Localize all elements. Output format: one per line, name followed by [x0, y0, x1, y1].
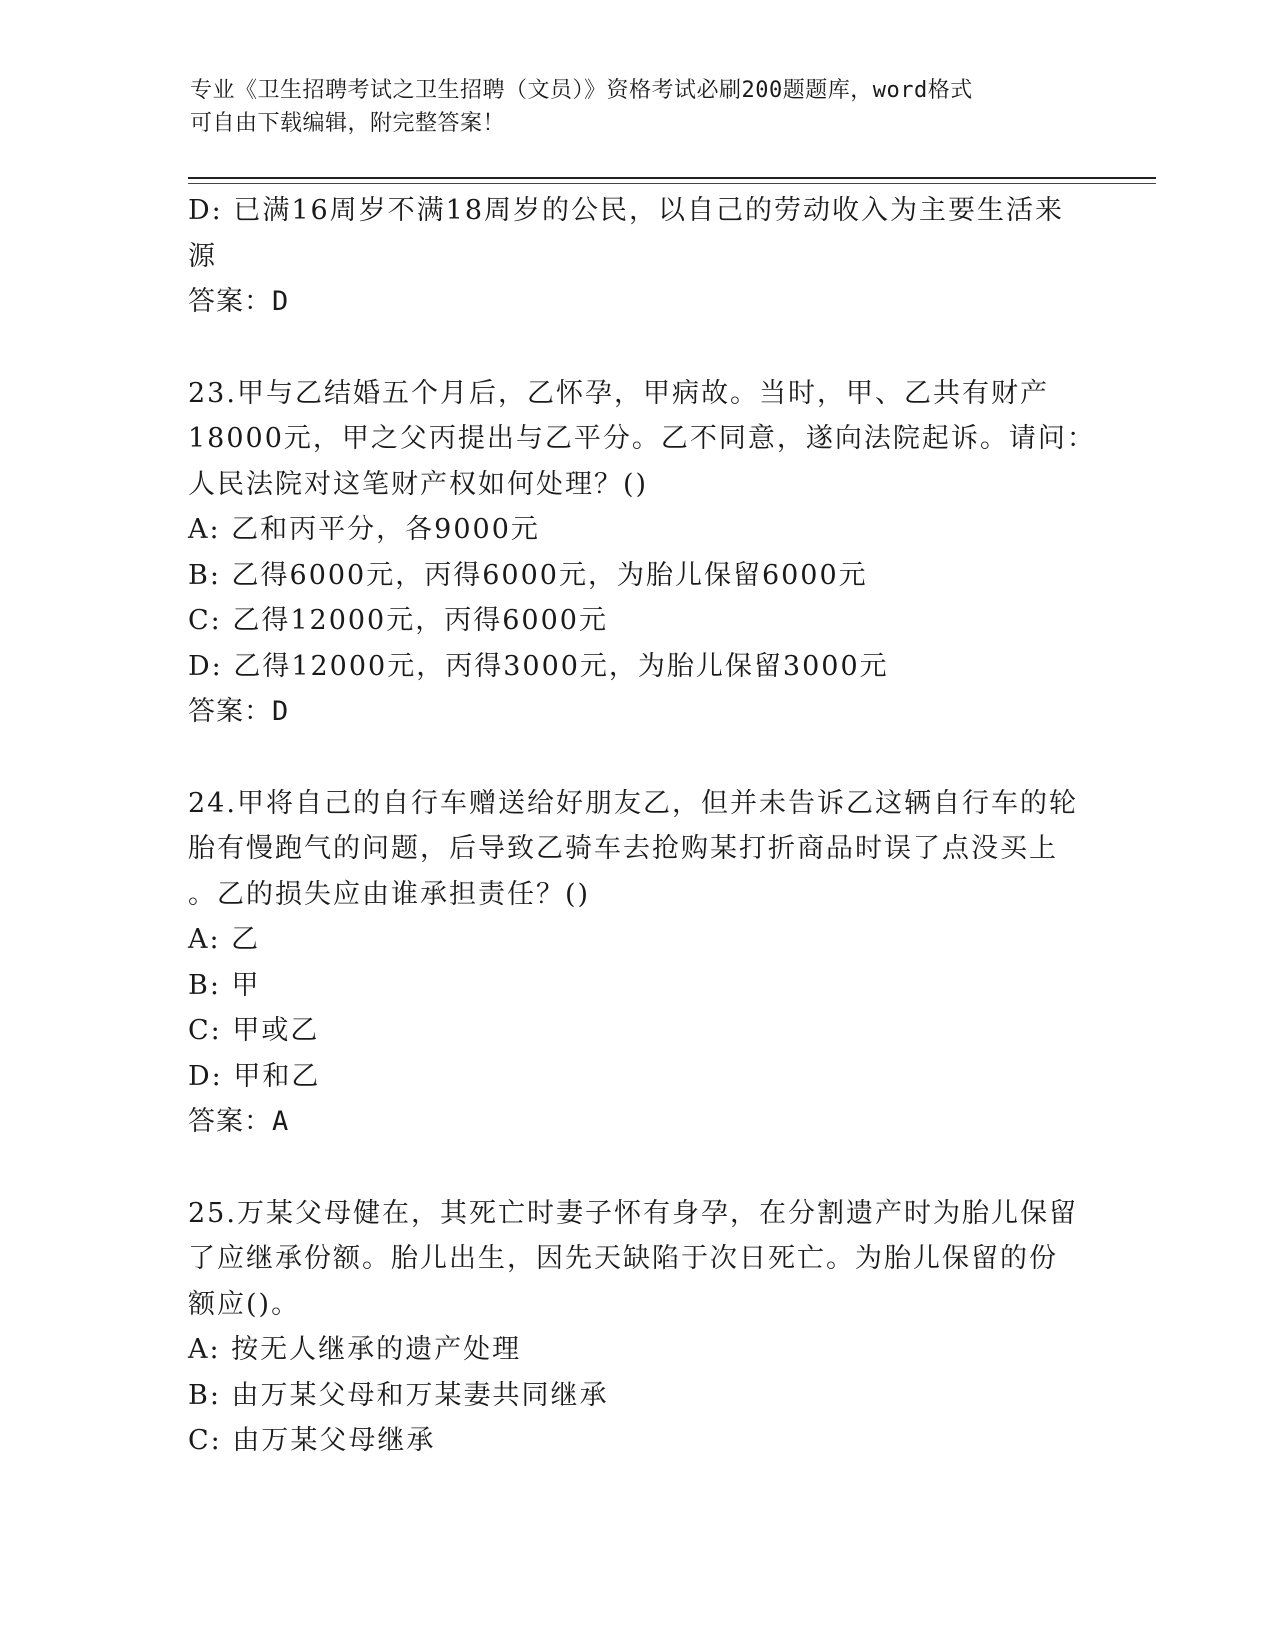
question-stem: 了应继承份额。胎儿出生，因先天缺陷于次日死亡。为胎儿保留的份: [188, 1243, 1058, 1274]
option-d: D: 甲和乙: [188, 1060, 321, 1092]
question-stem: 24.甲将自己的自行车赠送给好朋友乙，但并未告诉乙这辆自行车的轮: [188, 787, 1078, 819]
spacer: [188, 1145, 1088, 1191]
option-d: D: 乙得12000元，丙得3000元，为胎儿保留3000元: [188, 650, 889, 682]
spacer: [188, 735, 1088, 781]
question-stem: 额应()。: [188, 1288, 301, 1320]
option-c: C: 甲或乙: [188, 1015, 320, 1046]
option-d-continued: 源: [188, 240, 217, 272]
option-b: B: 由万某父母和万某妻共同继承: [188, 1379, 609, 1411]
document-header: [190, 74, 1070, 140]
question-stem: 25.万某父母健在，其死亡时妻子怀有身孕，在分割遗产时为胎儿保留: [188, 1197, 1078, 1229]
header-divider-thin: [188, 183, 1156, 184]
header-divider-thick: [188, 177, 1156, 179]
question-23: [188, 371, 1096, 735]
answer-label: 答案：D: [188, 696, 290, 727]
question-stem: 23.甲与乙结婚五个月后，乙怀孕，甲病故。当时，甲、乙共有财产: [188, 377, 1049, 409]
option-a: A: 乙: [188, 924, 261, 955]
option-c: C: 由万某父母继承: [188, 1425, 436, 1456]
option-a: A: 按无人继承的遗产处理: [188, 1334, 522, 1365]
previous-question-tail: [188, 188, 1088, 325]
option-b: B: 乙得6000元，丙得6000元，为胎儿保留6000元: [188, 559, 868, 591]
option-a: A: 乙和丙平分，各9000元: [188, 514, 540, 545]
question-25: [188, 1191, 1088, 1464]
question-content: [188, 188, 1096, 1464]
option-b: B: 甲: [188, 969, 261, 1001]
question-stem: 。乙的损失应由谁承担责任？(): [188, 878, 591, 910]
question-stem: 18000元，甲之父丙提出与乙平分。乙不同意，遂向法院起诉。请问：: [188, 423, 1096, 454]
option-c: C: 乙得12000元，丙得6000元: [188, 605, 608, 636]
question-stem: 胎有慢跑气的问题，后导致乙骑车去抢购某打折商品时误了点没买上: [188, 833, 1058, 864]
question-24: [188, 781, 1088, 1145]
header-title-line-2: 可自由下载编辑，附完整答案！: [190, 111, 506, 136]
answer-label: 答案：A: [188, 1106, 290, 1137]
option-d: D: 已满16周岁不满18周岁的公民，以自己的劳动收入为主要生活来: [188, 195, 1065, 226]
answer-label: 答案：D: [188, 286, 290, 317]
spacer: [188, 325, 1088, 371]
header-title-line-1: 专业《卫生招聘考试之卫生招聘（文员）》资格考试必刷200题题库，word格式: [190, 78, 973, 103]
question-stem: 人民法院对这笔财产权如何处理？(): [188, 468, 649, 500]
